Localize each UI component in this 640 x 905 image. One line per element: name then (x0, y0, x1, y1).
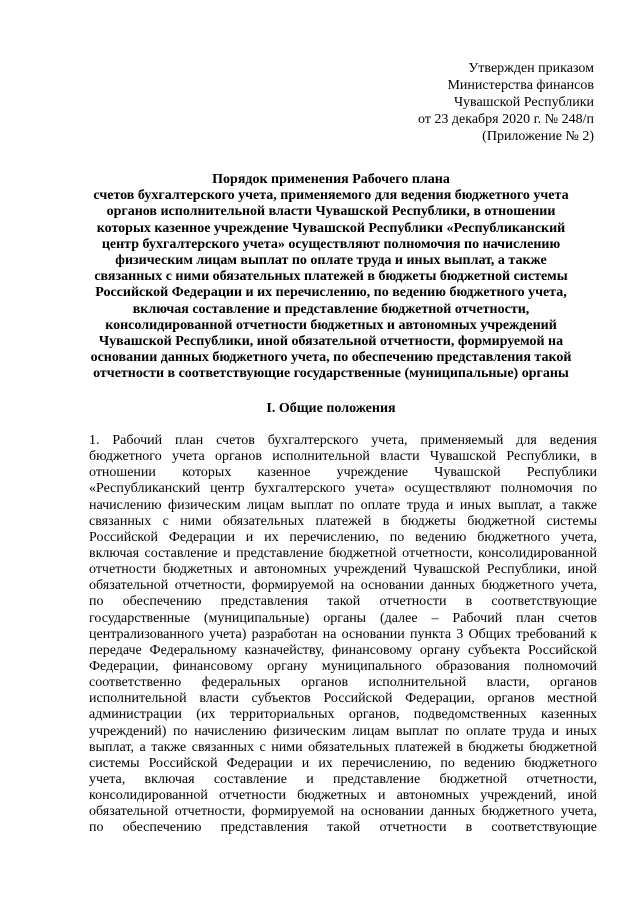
title-line: физическим лицам выплат по оплате труда и иных выплат, а также (115, 253, 547, 269)
paragraph-line: централизованного учета) разработан на основании пункта 3 Общих требований к (89, 626, 597, 642)
title-line: Чувашской Республики, иной обязательной отчетности, формируемой на (98, 334, 564, 350)
document-title (80, 172, 582, 383)
paragraph-line: Российской Федерации и их перечислению, по ведению бюджетного учета, (89, 529, 597, 545)
title-line: основании данных бюджетного учета, по обеспечению представления такой (90, 350, 572, 366)
paragraph-line: соответственно федеральных органов исполнительной власти, органов (89, 675, 597, 691)
paragraph-line: по обеспечению представления такой отчетности в соответствующие (89, 820, 597, 836)
paragraph-line: администрации (их территориальных органов, подведомственных казенных (89, 707, 597, 723)
title-line: органов исполнительной власти Чувашской Республики, в отношении (106, 204, 556, 220)
paragraph-line: бюджетного учета органов исполнительной власти Чувашской Республики, в (89, 449, 597, 465)
paragraph-line: обязательной отчетности, формируемой на основании данных бюджетного учета, (89, 804, 597, 820)
title-line: Российской Федерации и их перечислению, по ведению бюджетного учета, (95, 285, 567, 301)
paragraph-line: отношении которых казенное учреждение Чувашской Республики (89, 465, 597, 481)
paragraph-line: государственные (муниципальные) органы (далее – Рабочий план счетов (89, 610, 597, 626)
approval-line: (Приложение № 2) (482, 129, 594, 144)
title-line: которых казенное учреждение Чувашской Республики «Республиканский (96, 220, 566, 236)
title-line: связанных с ними обязательных платежей в бюджеты бюджетной системы (94, 269, 568, 285)
paragraph-line: отчетности бюджетных и автономных учреждений Чувашской Республики, иной (89, 562, 597, 578)
approval-stamp (334, 60, 594, 145)
approval-line: Министерства финансов (447, 78, 594, 93)
title-line: центр бухгалтерского учета» осуществляют полномочия по начислению (101, 236, 561, 252)
approval-line: Утвержден приказом (468, 61, 594, 76)
paragraph-line: выплат, а также связанных с ними обязательных платежей в бюджеты бюджетной (89, 739, 597, 755)
paragraph-line: связанных с ними обязательных платежей в бюджеты бюджетной системы (89, 513, 597, 529)
section-heading: I. Общие положения (266, 401, 396, 416)
approval-line: от 23 декабря 2020 г. № 248/п (417, 112, 594, 127)
paragraph-line: начислению физическим лицам выплат по оплате труда и иных выплат, а также (89, 497, 597, 513)
paragraph-line: консолидированной отчетности бюджетных и автономных учреждений, иной (89, 788, 597, 804)
paragraph-line: учета, включая составление и представление бюджетной отчетности, (89, 771, 597, 787)
paragraph-line: учреждений) по начислению физическим лицам выплат по оплате труда и иных (89, 723, 597, 739)
paragraph-line: Федерации, финансовому органу муниципального образования полномочий (89, 658, 597, 674)
title-line: отчетности в соответствующие государственные (муниципальные) органы (93, 366, 569, 382)
paragraph-line: «Республиканский центр бухгалтерского учета» осуществляют полномочия по (89, 481, 597, 497)
paragraph-line: передаче Федеральному казначейству, финансовому органу субъекта Российской (89, 642, 597, 658)
title-line: консолидированной отчетности бюджетных и автономных учреждений (105, 317, 557, 333)
paragraph-line: 1. Рабочий план счетов бухгалтерского учета, применяемый для ведения (89, 433, 597, 448)
paragraph-1 (89, 433, 597, 837)
title-line: Порядок применения Рабочего плана (212, 172, 450, 187)
paragraph-line: системы Российской Федерации и их перечислению, по ведению бюджетного (89, 755, 597, 771)
approval-line: Чувашской Республики (453, 95, 594, 110)
paragraph-line: обязательной отчетности, формируемой на основании данных бюджетного учета, (89, 578, 597, 594)
paragraph-line: исполнительной власти субъектов Российской Федерации, органов местной (89, 691, 597, 707)
title-line: счетов бухгалтерского учета, применяемого для ведения бюджетного учета (93, 188, 569, 204)
paragraph-line: по обеспечению представления такой отчетности в соответствующие (89, 594, 597, 610)
title-line: включая составление и представление бюджетной отчетности, (132, 301, 530, 317)
paragraph-line: включая составление и представление бюджетной отчетности, консолидированной (89, 545, 597, 561)
